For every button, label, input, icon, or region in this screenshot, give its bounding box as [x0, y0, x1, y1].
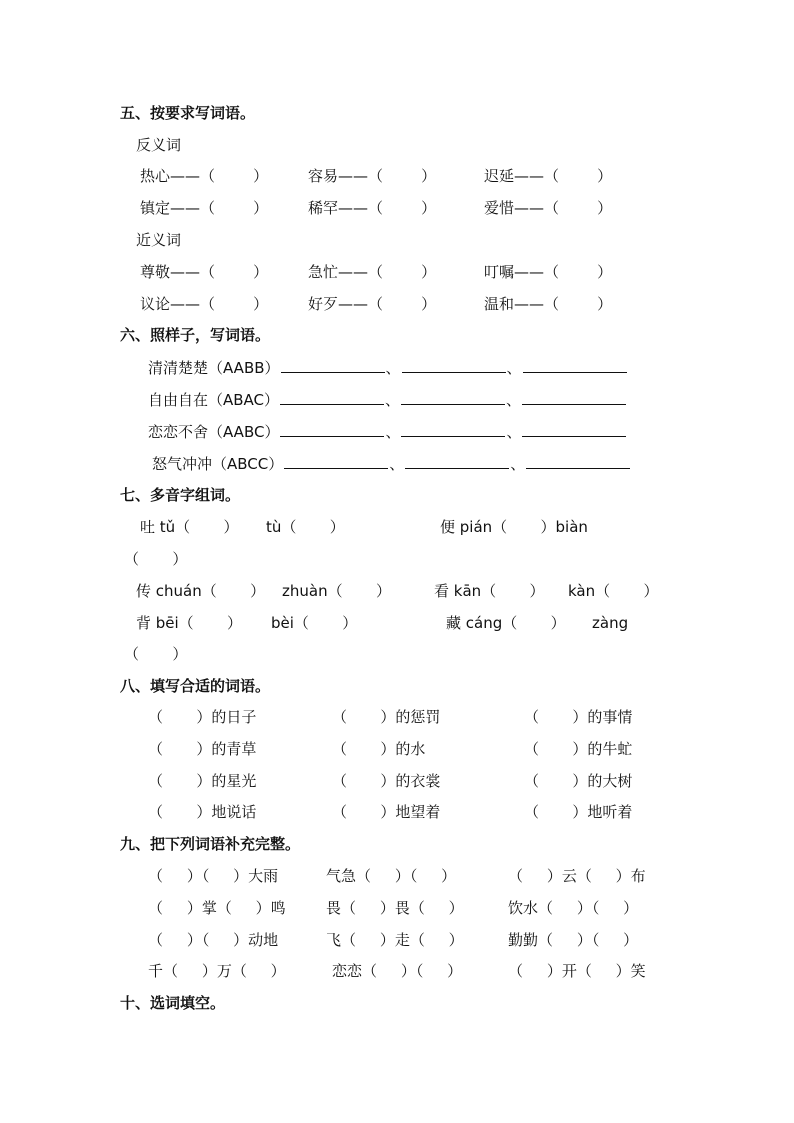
polyphone-row-continuation [0, 547, 794, 571]
polyphone-row [0, 515, 794, 539]
separator: 、 [506, 359, 522, 377]
separator: 、 [385, 423, 401, 441]
antonym-item[interactable]: 镇定——（ ） [140, 199, 269, 217]
section-9-title: 九、把下列词语补充完整。 [120, 835, 301, 853]
pattern-line [148, 356, 628, 380]
section-6-title: 六、照样子，写词语。 [120, 326, 271, 344]
antonym-item[interactable]: 稀罕——（ ） [308, 199, 437, 217]
answer-blank[interactable] [281, 358, 385, 373]
pattern-word: 恋恋不舍（AABC） [148, 423, 280, 441]
answer-blank[interactable] [402, 358, 506, 373]
polyphone-item[interactable]: 吐 tǔ（ ） [140, 518, 239, 536]
idiom-item[interactable]: 饮水（ ）（ ） [508, 899, 639, 917]
idiom-row [0, 864, 794, 888]
fill-word-row [0, 769, 794, 793]
answer-blank[interactable] [522, 422, 626, 437]
polyphone-item[interactable]: （ ） [124, 550, 188, 568]
synonym-item[interactable]: 急忙——（ ） [308, 263, 437, 281]
idiom-item[interactable]: （ ）掌（ ）鸣 [148, 899, 286, 917]
idiom-item[interactable]: 千（ ）万（ ） [148, 962, 286, 980]
section-7-heading [0, 483, 794, 507]
fill-word-item[interactable]: （ ）的牛虻 [524, 740, 633, 758]
idiom-item[interactable]: 气急（ ）（ ） [326, 867, 457, 885]
fill-word-row [0, 800, 794, 824]
antonym-item[interactable]: 爱惜——（ ） [484, 199, 613, 217]
synonym-item[interactable]: 议论——（ ） [140, 295, 269, 313]
antonym-row [0, 164, 794, 188]
separator: 、 [385, 391, 401, 409]
fill-word-item[interactable]: （ ）地听着 [524, 803, 633, 821]
answer-blank[interactable] [522, 390, 626, 405]
fill-word-item[interactable]: （ ）的星光 [148, 772, 257, 790]
synonym-label-row [0, 228, 794, 252]
separator: 、 [506, 391, 522, 409]
pattern-row [0, 420, 794, 444]
pattern-row [0, 452, 794, 476]
idiom-item[interactable]: （ ）开（ ）笑 [508, 962, 646, 980]
polyphone-item[interactable]: （ ） [124, 645, 188, 663]
polyphone-row [0, 611, 794, 635]
answer-blank[interactable] [284, 454, 388, 469]
antonym-label: 反义词 [136, 136, 182, 154]
idiom-item[interactable]: （ ）（ ）动地 [148, 931, 279, 949]
separator: 、 [389, 455, 405, 473]
section-5-heading [0, 101, 794, 125]
polyphone-item[interactable]: zàng [592, 614, 629, 632]
answer-blank[interactable] [523, 358, 627, 373]
pattern-line [148, 388, 627, 412]
polyphone-item[interactable]: 藏 cáng（ ） [446, 614, 566, 632]
answer-blank[interactable] [280, 390, 384, 405]
polyphone-item[interactable]: zhuàn（ ） [282, 582, 391, 600]
polyphone-item[interactable]: kàn（ ） [568, 582, 659, 600]
pattern-row [0, 356, 794, 380]
pattern-word: 清清楚楚（AABB） [148, 359, 280, 377]
fill-word-item[interactable]: （ ）的事情 [524, 708, 633, 726]
answer-blank[interactable] [401, 422, 505, 437]
polyphone-row [0, 579, 794, 603]
section-7-title: 七、多音字组词。 [120, 486, 241, 504]
synonym-row [0, 292, 794, 316]
answer-blank[interactable] [405, 454, 509, 469]
answer-blank[interactable] [280, 422, 384, 437]
separator: 、 [510, 455, 526, 473]
separator: 、 [506, 423, 522, 441]
antonym-label-row [0, 133, 794, 157]
synonym-item[interactable]: 叮嘱——（ ） [484, 263, 613, 281]
antonym-row [0, 196, 794, 220]
section-9-heading [0, 832, 794, 856]
section-5-title: 五、按要求写词语。 [120, 104, 256, 122]
section-8-heading [0, 674, 794, 698]
fill-word-row [0, 737, 794, 761]
answer-blank[interactable] [526, 454, 630, 469]
polyphone-item[interactable]: 看 kān（ ） [434, 582, 545, 600]
fill-word-item[interactable]: （ ）的青草 [148, 740, 257, 758]
polyphone-item[interactable]: 背 bēi（ ） [136, 614, 243, 632]
section-10-title: 十、选词填空。 [120, 994, 226, 1012]
pattern-word: 自由自在（ABAC） [148, 391, 280, 409]
fill-word-item[interactable]: （ ）的大树 [524, 772, 633, 790]
fill-word-item[interactable]: （ ）的水 [332, 740, 426, 758]
idiom-item[interactable]: （ ）（ ）大雨 [148, 867, 279, 885]
section-10-heading [0, 991, 794, 1015]
idiom-row [0, 959, 794, 983]
polyphone-item[interactable]: bèi（ ） [271, 614, 358, 632]
idiom-item[interactable]: 恋恋（ ）（ ） [332, 962, 463, 980]
fill-word-row [0, 705, 794, 729]
idiom-row [0, 896, 794, 920]
fill-word-item[interactable]: （ ）的日子 [148, 708, 257, 726]
fill-word-item[interactable]: （ ）的惩罚 [332, 708, 441, 726]
pattern-row [0, 388, 794, 412]
section-8-title: 八、填写合适的词语。 [120, 677, 271, 695]
polyphone-item[interactable]: 传 chuán（ ） [136, 582, 266, 600]
pattern-line [152, 452, 631, 476]
fill-word-item[interactable]: （ ）地望着 [332, 803, 441, 821]
idiom-item[interactable]: 勤勤（ ）（ ） [508, 931, 639, 949]
synonym-item[interactable]: 好歹——（ ） [308, 295, 437, 313]
pattern-line [148, 420, 627, 444]
answer-blank[interactable] [401, 390, 505, 405]
polyphone-item[interactable]: 便 pián（ ）biàn [440, 518, 588, 536]
idiom-item[interactable]: 畏（ ）畏（ ） [326, 899, 464, 917]
pattern-word: 怒气冲冲（ABCC） [152, 455, 284, 473]
idiom-row [0, 928, 794, 952]
polyphone-item[interactable]: tù（ ） [266, 518, 345, 536]
fill-word-item[interactable]: （ ）地说话 [148, 803, 257, 821]
idiom-item[interactable]: （ ）云（ ）布 [508, 867, 646, 885]
antonym-item[interactable]: 迟延——（ ） [484, 167, 613, 185]
synonym-label: 近义词 [136, 231, 182, 249]
synonym-item[interactable]: 尊敬——（ ） [140, 263, 269, 281]
antonym-item[interactable]: 热心——（ ） [140, 167, 269, 185]
synonym-item[interactable]: 温和——（ ） [484, 295, 613, 313]
antonym-item[interactable]: 容易——（ ） [308, 167, 437, 185]
idiom-item[interactable]: 飞（ ）走（ ） [326, 931, 464, 949]
section-6-heading [0, 323, 794, 347]
separator: 、 [385, 359, 401, 377]
fill-word-item[interactable]: （ ）的衣裳 [332, 772, 441, 790]
polyphone-row-continuation [0, 642, 794, 666]
synonym-row [0, 260, 794, 284]
